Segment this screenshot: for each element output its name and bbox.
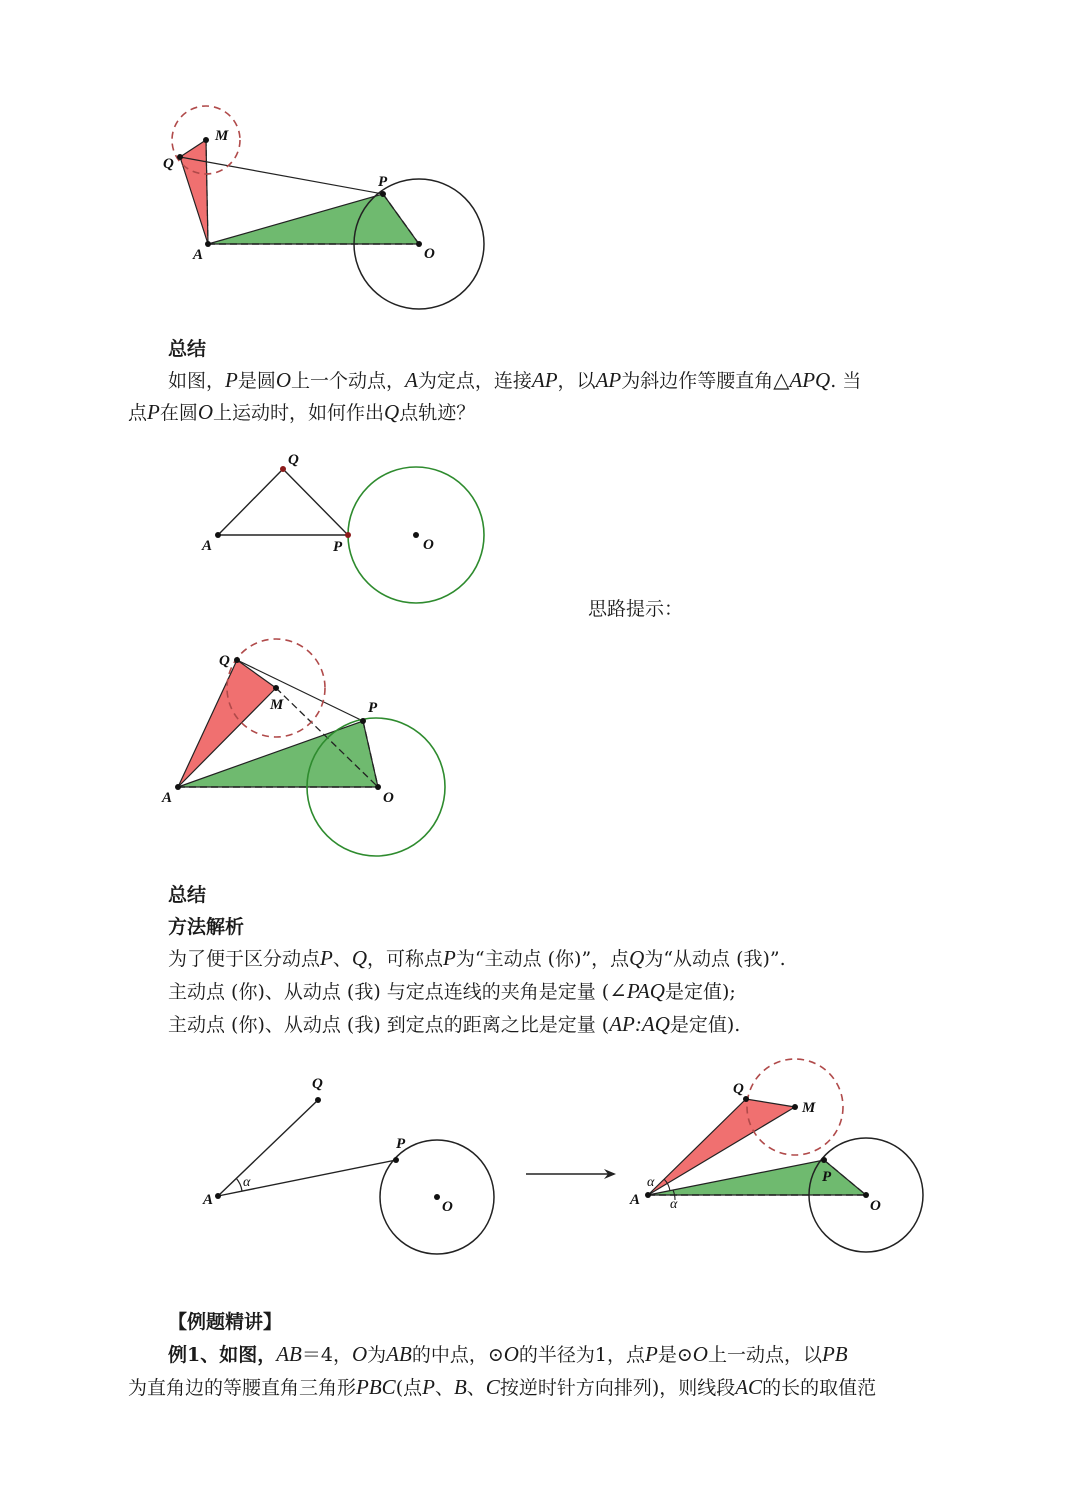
- label-o: O: [442, 1199, 453, 1215]
- label-a: A: [203, 1192, 214, 1208]
- hint-text: 思路提示：: [588, 598, 684, 620]
- label-q: Q: [163, 156, 174, 172]
- figure-5: [620, 1050, 960, 1260]
- label-o: O: [423, 537, 434, 553]
- label-m: M: [270, 697, 284, 713]
- triangle-apq: [218, 469, 348, 535]
- label-q: Q: [312, 1076, 323, 1092]
- figure-2: [0, 440, 1080, 620]
- label-a: A: [193, 247, 204, 263]
- method-line-3: 主动点 (你)、从动点 (我) 到定点的距离之比是定量 (AP:AQ是定值).: [168, 1012, 741, 1036]
- example-line-2: 为直角边的等腰直角三角形PBC(点P、B、C按逆时针方向排列)，则线段AC的长的取值范: [128, 1375, 877, 1399]
- method-line-2: 主动点 (你)、从动点 (我) 与定点连线的夹角是定量 (∠PAQ是定值);: [168, 979, 736, 1003]
- summary-line-2: 点P在圆O上运动时，如何作出Q点轨迹？: [128, 400, 476, 424]
- label-a: A: [162, 790, 173, 806]
- label-m: M: [802, 1100, 816, 1116]
- label-alpha: α: [243, 1175, 251, 1190]
- label-p: P: [333, 539, 343, 555]
- label-q: Q: [288, 452, 299, 468]
- label-p: P: [368, 700, 378, 716]
- arrow-icon: [520, 1160, 630, 1190]
- figure-3: [0, 630, 1080, 870]
- label-m: M: [215, 128, 229, 144]
- label-p: P: [822, 1169, 832, 1185]
- summary-heading-2: 总结: [168, 884, 207, 906]
- example-line-1: 例1、如图，AB＝4，O为AB的中点，⊙O的半径为1，点P是⊙O上一动点，以PB: [168, 1342, 848, 1366]
- label-p: P: [396, 1136, 406, 1152]
- label-a: A: [202, 538, 213, 554]
- summary-heading-1: 总结: [168, 338, 207, 360]
- figure-4: [0, 1060, 520, 1270]
- label-o: O: [383, 790, 394, 806]
- label-o: O: [870, 1198, 881, 1214]
- label-alpha-1: α: [647, 1175, 655, 1190]
- label-q: Q: [219, 653, 230, 669]
- method-heading: 方法解析: [168, 916, 245, 938]
- example-heading: 【例题精讲】: [168, 1311, 283, 1333]
- green-triangle: [208, 194, 419, 244]
- summary-line-1: 如图，P是圆O上一个动点，A为定点，连接AP，以AP为斜边作等腰直角△APQ. 当: [168, 368, 862, 392]
- method-line-1: 为了便于区分动点P、Q，可称点P为“主动点 (你)”，点Q为“从动点 (我)”.: [168, 946, 786, 970]
- label-o: O: [424, 246, 435, 262]
- label-p: P: [378, 174, 388, 190]
- label-q: Q: [733, 1081, 744, 1097]
- label-a: A: [630, 1192, 641, 1208]
- label-alpha-2: α: [670, 1197, 678, 1212]
- figure-1: [0, 0, 1080, 330]
- red-triangle: [180, 140, 208, 244]
